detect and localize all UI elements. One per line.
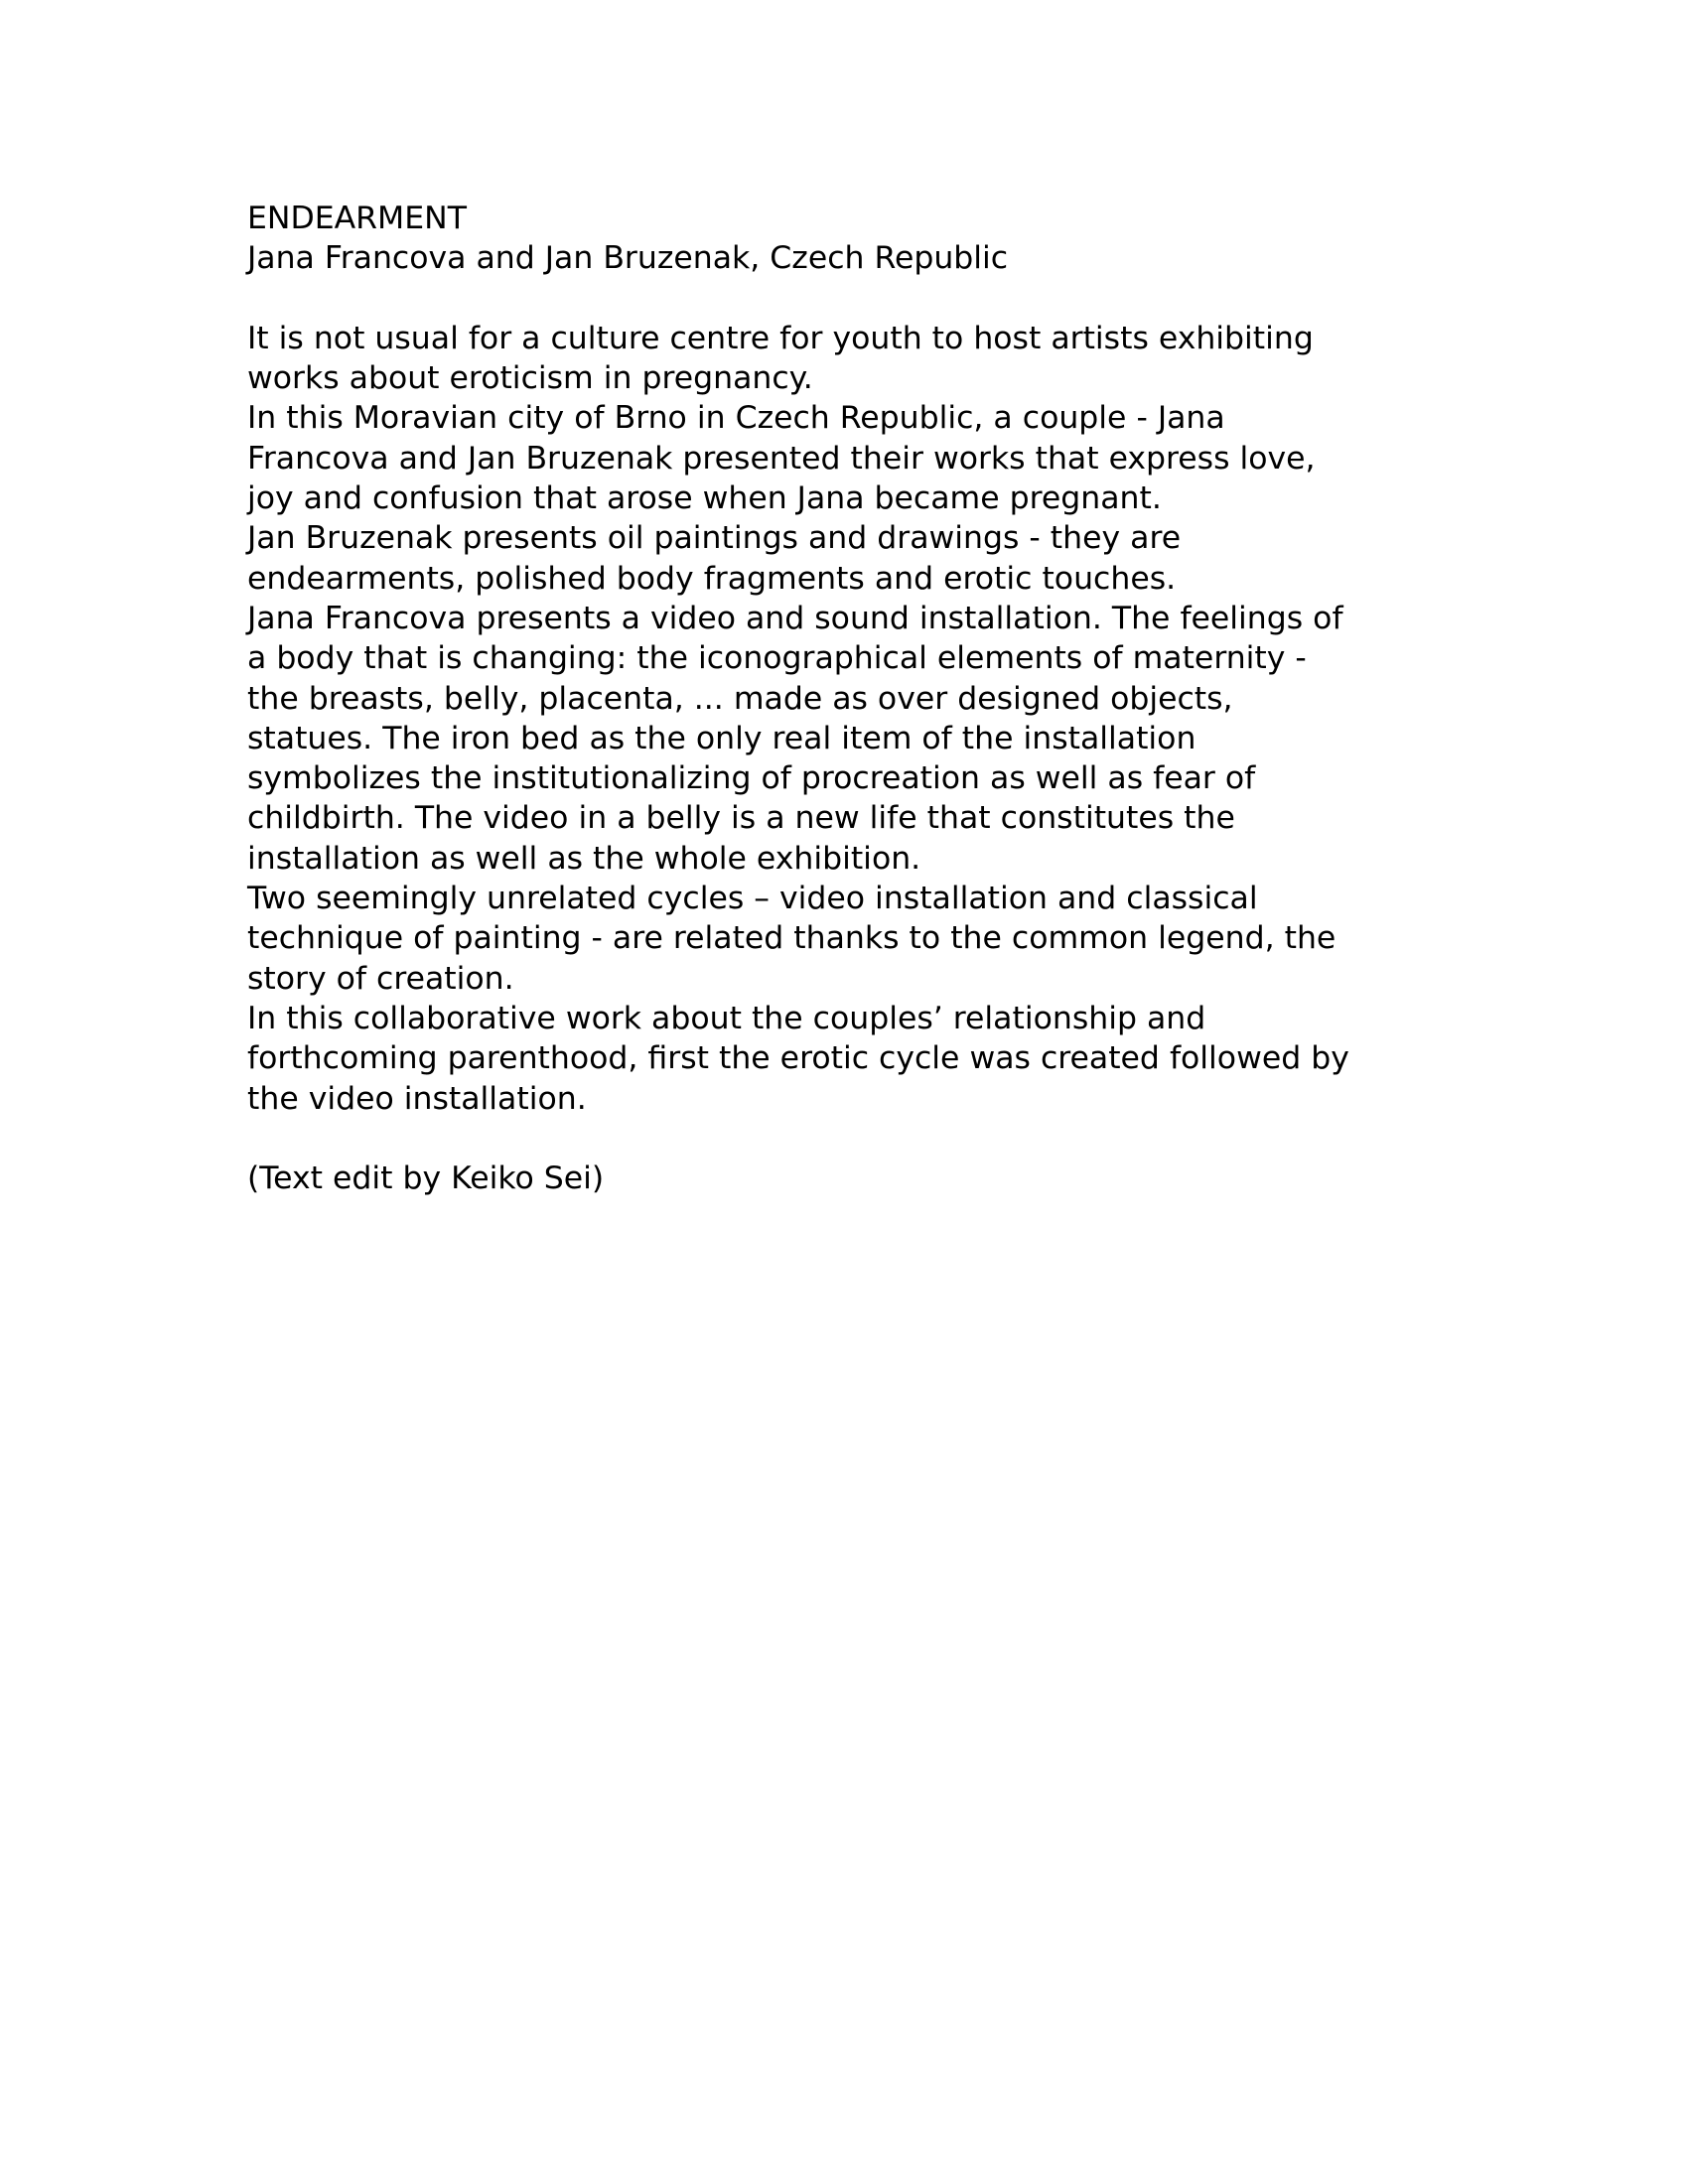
- text-credit: (Text edit by Keiko Sei): [247, 1160, 605, 1197]
- body-line: symbolizes the institutionalizing of procreation as well as fear of: [247, 760, 1256, 797]
- blank-line: [247, 1119, 1469, 1159]
- document-title: ENDEARMENT: [247, 201, 467, 236]
- body-line: story of creation.: [247, 960, 514, 997]
- body-line: works about eroticism in pregnancy.: [247, 360, 813, 397]
- body-line: a body that is changing: the iconographical elements of maternity -: [247, 640, 1307, 677]
- document-subtitle: Jana Francova and Jan Bruzenak, Czech Republic: [247, 240, 1009, 277]
- body-line: endearments, polished body fragments and erotic touches.: [247, 560, 1177, 597]
- body-line: technique of painting - are related thanks to the common legend, the: [247, 920, 1336, 957]
- body-line: Jan Bruzenak presents oil paintings and drawings - they are: [247, 520, 1182, 557]
- body-line: In this Moravian city of Brno in Czech Republic, a couple - Jana: [247, 400, 1225, 437]
- document-text: [247, 199, 1469, 1198]
- body-line: the video installation.: [247, 1080, 587, 1117]
- body-line: the breasts, belly, placenta, ... made as over designed objects,: [247, 680, 1233, 717]
- body-line: installation as well as the whole exhibition.: [247, 840, 921, 877]
- body-line: Two seemingly unrelated cycles – video installation and classical: [247, 881, 1258, 917]
- body-line: In this collaborative work about the couples’ relationship and: [247, 1000, 1206, 1036]
- body-line: joy and confusion that arose when Jana became pregnant.: [247, 480, 1162, 517]
- body-line: statues. The iron bed as the only real item of the installation: [247, 720, 1196, 756]
- blank-line: [247, 279, 1469, 319]
- body-line: It is not usual for a culture centre for youth to host artists exhibiting: [247, 320, 1314, 356]
- body-line: Francova and Jan Bruzenak presented their works that express love,: [247, 440, 1316, 477]
- body-line: childbirth. The video in a belly is a new life that constitutes the: [247, 800, 1235, 837]
- body-line: Jana Francova presents a video and sound installation. The feelings of: [247, 600, 1343, 636]
- body-line: forthcoming parenthood, first the erotic cycle was created followed by: [247, 1040, 1349, 1077]
